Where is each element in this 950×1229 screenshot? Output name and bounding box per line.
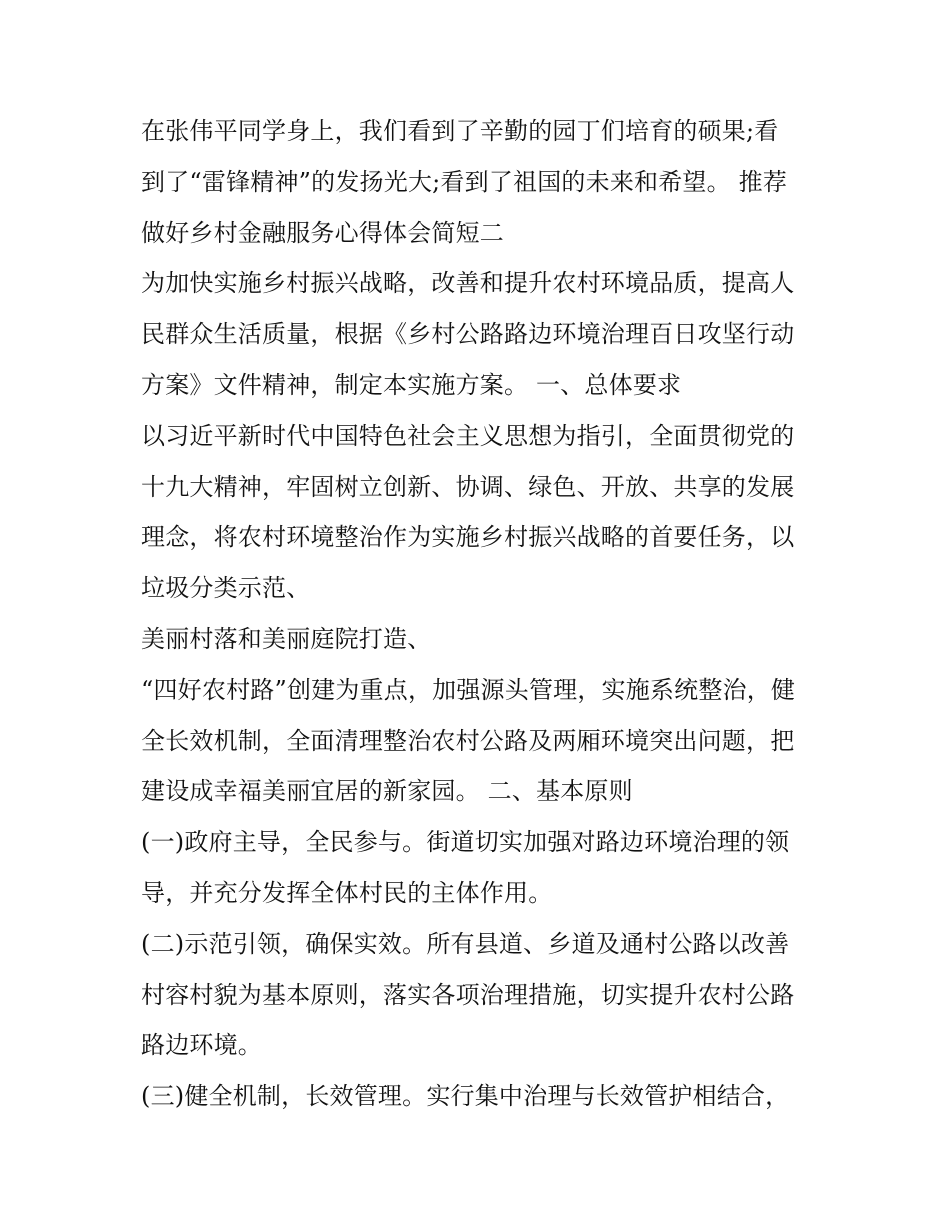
text-line: 导，并充分发挥全体村民的主体作用。	[141, 878, 553, 907]
text-line: 到了“雷锋精神”的发扬光大;看到了祖国的未来和希望。 推荐	[141, 167, 788, 196]
document-body	[141, 106, 821, 1122]
text-line: 为加快实施乡村振兴战略，改善和提升农村环境品质，提高人	[141, 269, 795, 298]
text-line: 方案》文件精神，制定本实施方案。 一、总体要求	[141, 370, 682, 399]
text-line: 理念，将农村环境整治作为实施乡村振兴战略的首要任务，以	[141, 523, 795, 552]
text-line: 建设成幸福美丽宜居的新家园。 二、基本原则	[141, 777, 633, 806]
text-line: 垃圾分类示范、	[141, 574, 311, 603]
text-line: 民群众生活质量，根据《乡村公路路边环境治理百日攻坚行动	[141, 320, 795, 349]
text-line: (一)政府主导，全民参与。街道切实加强对路边环境治理的领	[141, 828, 790, 857]
text-line: 在张伟平同学身上，我们看到了辛勤的园丁们培育的硕果;看	[141, 117, 779, 145]
text-line: 路边环境。	[141, 1031, 262, 1060]
section-heading: 做好乡村金融服务心得体会简短二	[141, 218, 504, 247]
text-line: 十九大精神，牢固树立创新、协调、绿色、开放、共享的发展	[141, 472, 795, 501]
text-line: (二)示范引领，确保实效。所有县道、乡道及通村公路以改善	[141, 929, 790, 958]
text-line: 以习近平新时代中国特色社会主义思想为指引，全面贯彻党的	[141, 421, 795, 450]
text-line: (三)健全机制，长效管理。实行集中治理与长效管护相结合，	[141, 1082, 790, 1111]
text-line: 美丽村落和美丽庭院打造、	[141, 624, 432, 653]
text-line: 全长效机制，全面清理整治农村公路及两厢环境突出问题，把	[141, 726, 795, 755]
text-line: “四好农村路”创建为重点，加强源头管理，实施系统整治，健	[141, 675, 796, 704]
text-line: 村容村貌为基本原则，落实各项治理措施，切实提升农村公路	[141, 980, 795, 1009]
